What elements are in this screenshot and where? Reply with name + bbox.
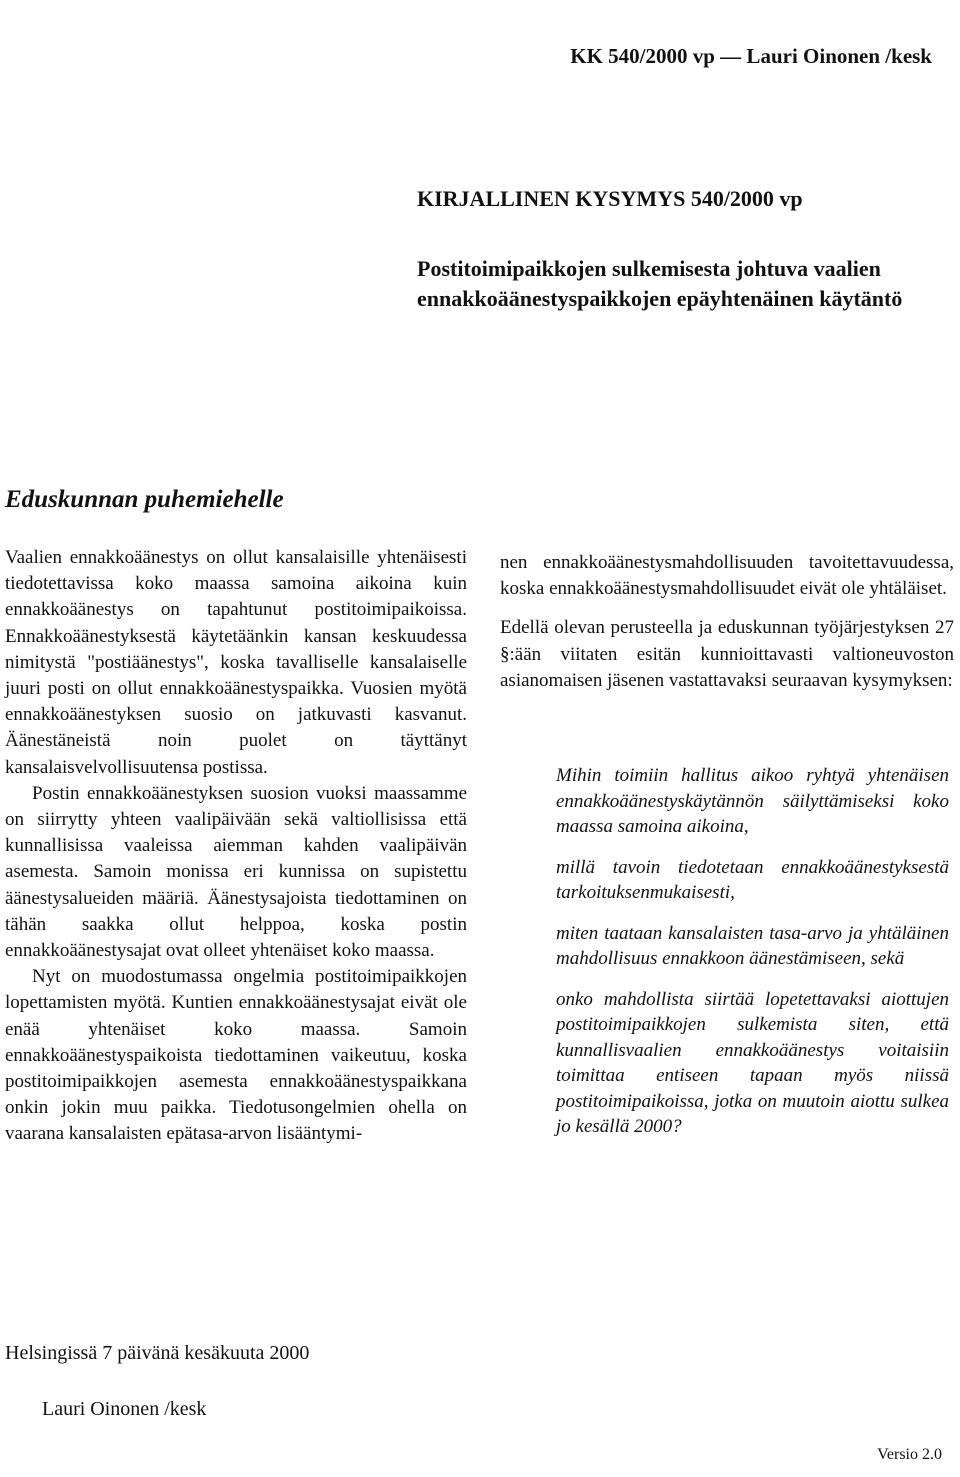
question-2: millä tavoin tiedotetaan ennakkoäänestyksestä tarkoituksenmukaisesti,: [556, 856, 949, 903]
body-paragraph-4: nen ennakkoäänestysmahdollisuuden tavoitettavuudessa, koska ennakkoäänestysmahdollisuudet eivät ole yhtäläiset.: [500, 552, 954, 600]
version-label: Versio 2.0: [877, 1446, 942, 1463]
body-paragraph-5: Edellä olevan perusteella ja eduskunnan työjärjestyksen 27 §:ään viitaten esitän kunnioittavasti valtioneuvoston asianomaisen jäsenen vastattavaksi seuraavan kysymyksen:: [500, 617, 954, 691]
document-reference: KK 540/2000 vp — Lauri Oinonen /kesk: [570, 44, 932, 68]
question-list: [556, 763, 949, 1140]
body-paragraph-3: Nyt on muodostumassa ongelmia postitoimipaikkojen lopettamisten myötä. Kuntien ennakkoäänestysajat eivät ole enää yhtenäiset koko maassa. Samoin ennakkoäänestyspaikoista tiedottaminen vaikeutuu, koska postitoimipaikkojen asemesta ennakkoäänestyspaikkana onkin jokin muu paikka. Tiedotusongelmien ohella on vaarana kansalaisten epätasa-arvon lisääntymi-: [5, 966, 467, 1145]
body-right-column: [500, 550, 954, 694]
signature-place-date: Helsingissä 7 päivänä kesäkuuta 2000: [5, 1342, 310, 1364]
question-1: Mihin toimiin hallitus aikoo ryhtyä yhtenäisen ennakkoäänestyskäytännön säilyttämiseksi koko maassa samoina aikoina,: [556, 765, 949, 837]
document-subtitle: Postitoimipaikkojen sulkemisesta johtuva vaalien ennakkoäänestyspaikkojen epäyhtenäinen käytäntö: [417, 256, 903, 311]
document-title: KIRJALLINEN KYSYMYS 540/2000 vp: [417, 186, 803, 211]
signature-name: Lauri Oinonen /kesk: [42, 1398, 207, 1420]
question-3: miten taataan kansalaisten tasa-arvo ja yhtäläinen mahdollisuus ennakkoon äänestämiseen, sekä: [556, 922, 949, 969]
body-paragraph-1: Vaalien ennakkoäänestys on ollut kansalaisille yhtenäisesti tiedotettavissa koko maassa samoina aikoina kuin ennakkoäänestys on tapahtunut postitoimipaikoissa. Ennakkoäänestyksestä käytetäänkin kansan keskuudessa nimitystä "postiäänestys", koska tavalliselle kansalaiselle juuri posti on ollut ennakkoäänestyspaikka. Vuosien myötä ennakkoäänestyksen suosio on jatkuvasti kasvanut. Äänestäneistä noin puolet on täyttänyt kansalaisvelvollisuutensa postissa.: [5, 547, 467, 778]
salutation: Eduskunnan puhemiehelle: [5, 486, 284, 513]
question-4: onko mahdollista siirtää lopetettavaksi aiottujen postitoimipaikkojen sulkemista siten, että kunnallisvaalien ennakkoäänestys voitaisiin toimittaa entiseen tapaan myös niissä postitoimipaikoissa, jotka on muutoin aiottu sulkea jo kesällä 2000?: [556, 988, 949, 1137]
body-paragraph-2: Postin ennakkoäänestyksen suosion vuoksi maassamme on siirrytty yhteen vaalipäivään sekä valtiollisissa että kunnallisissa vaaleissa aiemman kahden vaalipäivän asemesta. Samoin monissa eri kunnissa on supistettu äänestysalueiden määriä. Äänestysajoista tiedottaminen on tähän saakka ollut helppoa, koska postin ennakkoäänestysajat ovat olleet yhtenäiset koko maassa.: [5, 782, 467, 962]
body-left-column: [5, 545, 467, 1148]
